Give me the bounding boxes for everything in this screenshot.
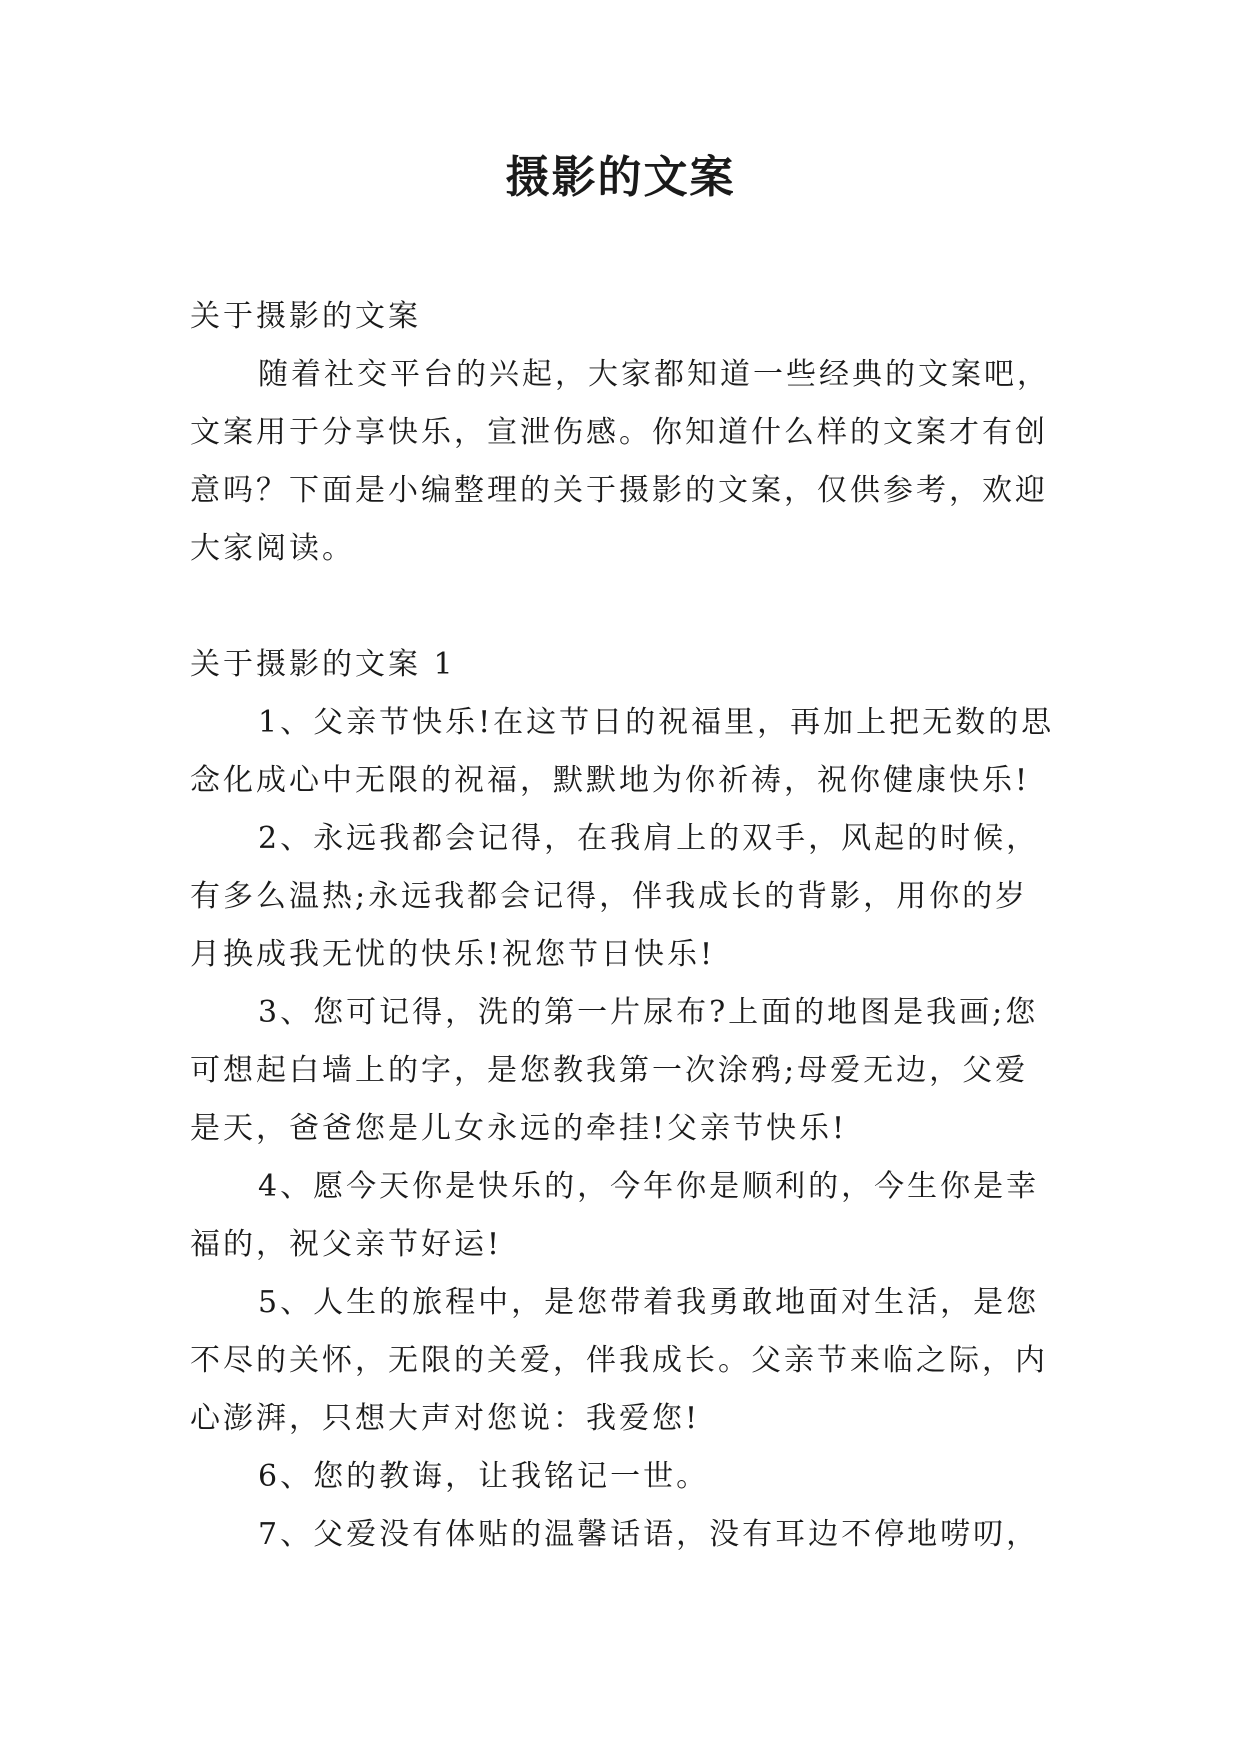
text-line: 6、您的教诲，让我铭记一世。 (258, 1459, 710, 1494)
text-line: 可想起白墙上的字，是您教我第一次涂鸦;母爱无边，父爱 (190, 1053, 1029, 1088)
text-line: 5、人生的旅程中，是您带着我勇敢地面对生活，是您 (258, 1285, 1040, 1320)
text-line: 是天，爸爸您是儿女永远的牵挂!父亲节快乐! (190, 1111, 848, 1146)
text-line: 7、父爱没有体贴的温馨话语，没有耳边不停地唠叨， (258, 1517, 1040, 1552)
text-line: 文案用于分享快乐，宣泄伤感。你知道什么样的文案才有创 (190, 415, 1048, 450)
text-line: 大家阅读。 (190, 531, 355, 566)
text-line: 念化成心中无限的祝福，默默地为你祈祷，祝你健康快乐! (190, 763, 1031, 798)
text-line: 意吗？下面是小编整理的关于摄影的文案，仅供参考，欢迎 (190, 473, 1048, 508)
text-line: 2、永远我都会记得，在我肩上的双手，风起的时候， (258, 821, 1040, 856)
document-body (190, 288, 1062, 1564)
text-line: 4、愿今天你是快乐的，今年你是顺利的，今生你是幸 (258, 1169, 1040, 1204)
text-line: 心澎湃，只想大声对您说：我爱您! (190, 1401, 701, 1436)
text-line: 月换成我无忧的快乐!祝您节日快乐! (190, 937, 716, 972)
text-line: 随着社交平台的兴起，大家都知道一些经典的文案吧， (258, 357, 1050, 392)
text-line: 福的，祝父亲节好运! (190, 1227, 503, 1262)
text-line: 不尽的关怀，无限的关爱，伴我成长。父亲节来临之际，内 (190, 1343, 1048, 1378)
page-title: 摄影的文案 (505, 152, 736, 203)
text-line: 有多么温热;永远我都会记得，伴我成长的背影，用你的岁 (190, 879, 1029, 914)
text-line: 关于摄影的文案 (190, 299, 421, 334)
text-line: 关于摄影的文案 1 (190, 647, 456, 682)
text-line: 1、父亲节快乐!在这节日的祝福里，再加上把无数的思 (258, 705, 1055, 740)
blank-line (190, 578, 1062, 636)
text-line: 3、您可记得，洗的第一片尿布?上面的地图是我画;您 (258, 995, 1039, 1030)
